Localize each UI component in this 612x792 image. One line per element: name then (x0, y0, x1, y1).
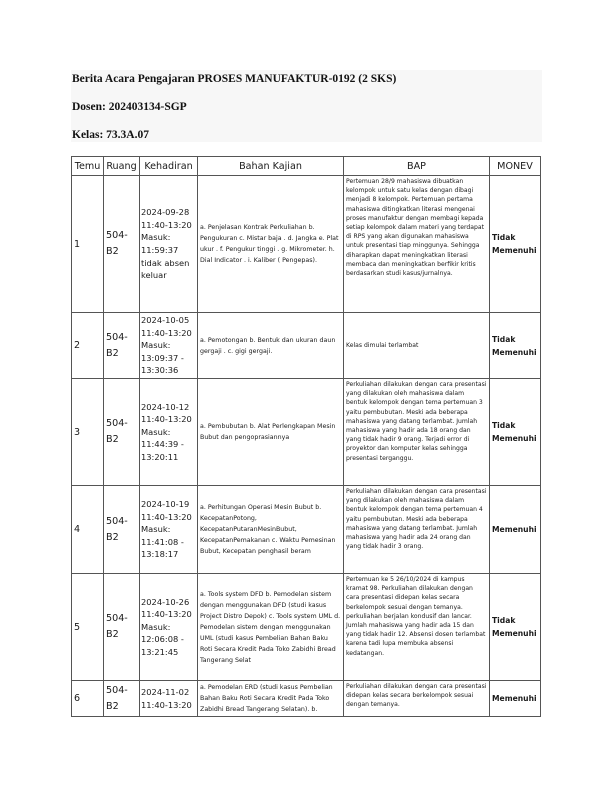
document-title: Berita Acara Pengajaran PROSES MANUFAKTUR-0192 (2 SKS) (72, 73, 397, 85)
cell-kehadiran: 2024-10-19 11:40-13:20 Masuk: 11:41:08 - 13:18:17 (140, 486, 198, 574)
cell-bahan-kajian: a. Perhitungan Operasi Mesin Bubut b. KecepatanPotong, KecepatanPutaranMesinBubut, KecepatanPemakanan c. Waktu Pemesinan Bubut, Kecepatan penghasil beram (198, 486, 344, 574)
col-header-ruang: Ruang (104, 157, 140, 176)
cell-temu: 6 (72, 681, 104, 717)
col-header-bahan-kajian: Bahan Kajian (198, 157, 344, 176)
cell-temu: 3 (72, 379, 104, 486)
table-row (72, 486, 541, 574)
cell-ruang: 504-B2 (104, 379, 140, 486)
cell-kehadiran: 2024-09-28 11:40-13:20 Masuk: 11:59:37 tidak absen keluar (140, 176, 198, 313)
col-header-monev: MONEV (490, 157, 541, 176)
cell-bap: Pertemuan 28/9 mahasiswa dibuatkan kelompok untuk satu kelas dengan dibagi menjadi 8 kelompok. Pertemuan pertama mahasiswa ditingkatkan literasi mengenai proses manufaktur dengan membagi kepada setiap kelompok dalam materi yang terdapat di RPS yang akan digunakan mahasiswa untuk presentasi tiap minggunya. Sehingga diharapkan dapat meningkatkan literasi membaca dan meningkatkan berfikir kritis berdasarkan studi kasus/jurnalnya. (344, 176, 490, 313)
cell-temu: 5 (72, 574, 104, 681)
cell-monev: Memenuhi (490, 681, 541, 717)
table-row (72, 313, 541, 379)
cell-bap: Perkuliahan dilakukan dengan cara presentasi yang dilakukan oleh mahasiswa dalam bentuk kelompok dengan tema pertemuan 4 yaitu pembubutan. Meski ada beberapa mahasiswa yang datang terlambat. Jumlah mahasiswa yang hadir ada 24 orang dan yang tidak hadir 3 orang. (344, 486, 490, 574)
cell-monev: Tidak Memenuhi (490, 574, 541, 681)
table-row (72, 681, 541, 717)
cell-ruang: 504-B2 (104, 681, 140, 717)
col-header-bap: BAP (344, 157, 490, 176)
table-row (72, 176, 541, 313)
cell-ruang: 504-B2 (104, 486, 140, 574)
cell-monev: Tidak Memenuhi (490, 313, 541, 379)
bap-table (71, 156, 541, 717)
table-row (72, 379, 541, 486)
cell-temu: 4 (72, 486, 104, 574)
table-row (72, 574, 541, 681)
cell-temu: 1 (72, 176, 104, 313)
cell-bahan-kajian: a. Pemodelan ERD (studi kasus Pembelian Bahan Baku Roti Secara Kredit Pada Toko Zabidhi Bread Tangerang Selatan). b. (198, 681, 344, 717)
cell-kehadiran: 2024-11-02 11:40-13:20 (140, 681, 198, 717)
cell-bahan-kajian: a. Pembubutan b. Alat Perlengkapan Mesin Bubut dan pengoprasiannya (198, 379, 344, 486)
cell-bahan-kajian: a. Pemotongan b. Bentuk dan ukuran daun gergaji . c. gigi gergaji. (198, 313, 344, 379)
cell-bap: Pertemuan ke 5 26/10/2024 di kampus kramat 98. Perkuliahan dilakukan dengan cara presentasi didepan kelas secara berkelompok sesuai dengan temanya. perkuliahan berjalan kondusif dan lancar. Jumlah mahasiswa yang hadir ada 15 dan yang tidak hadir 12. Absensi dosen terlambat karena tadi lupa membuka absensi kedatangan. (344, 574, 490, 681)
cell-ruang: 504-B2 (104, 313, 140, 379)
cell-kehadiran: 2024-10-12 11:40-13:20 Masuk: 11:44:39 - 13:20:11 (140, 379, 198, 486)
cell-ruang: 504-B2 (104, 574, 140, 681)
cell-monev: Tidak Memenuhi (490, 176, 541, 313)
cell-monev: Memenuhi (490, 486, 541, 574)
table-header-row (72, 157, 541, 176)
cell-monev: Tidak Memenuhi (490, 379, 541, 486)
cell-kehadiran: 2024-10-05 11:40-13:20 Masuk: 13:09:37 - 13:30:36 (140, 313, 198, 379)
col-header-kehadiran: Kehadiran (140, 157, 198, 176)
col-header-temu: Temu (72, 157, 104, 176)
cell-ruang: 504-B2 (104, 176, 140, 313)
cell-bap: Perkuliahan dilakukan dengan cara presentasi didepan kelas secara berkelompok sesuai dengan temanya. (344, 681, 490, 717)
cell-temu: 2 (72, 313, 104, 379)
cell-bahan-kajian: a. Tools system DFD b. Pemodelan sistem dengan menggunakan DFD (studi kasus Project Distro Depok) c. Tools system UML d. Pemodelan sistem dengan menggunakan UML (studi kasus Pembelian Bahan Baku Roti Secara Kredit Pada Toko Zabidhi Bread Tangerang Selat (198, 574, 344, 681)
cell-bahan-kajian: a. Penjelasan Kontrak Perkuliahan b. Pengukuran c. Mistar baja . d. Jangka e. Plat ukur . f. Pengukur tinggi . g. Mikrometer. h. Dial Indicator . i. Kaliber ( Pengepas). (198, 176, 344, 313)
dosen-label: Dosen: 202403134-SGP (72, 101, 187, 113)
cell-kehadiran: 2024-10-26 11:40-13:20 Masuk: 12:06:08 - 13:21:45 (140, 574, 198, 681)
cell-bap: Perkuliahan dilakukan dengan cara presentasi yang dilakukan oleh mahasiswa dalam bentuk kelompok dengan tema pertemuan 3 yaitu pembubutan. Meski ada beberapa mahasiswa yang datang terlambat. Jumlah mahasiswa yang hadir ada 18 orang dan yang tidak hadir 9 orang. Terjadi error di proyektor dan komputer kelas sehingga presentasi terganggu. (344, 379, 490, 486)
cell-bap: Kelas dimulai terlambat (344, 313, 490, 379)
kelas-label: Kelas: 73.3A.07 (72, 129, 149, 141)
